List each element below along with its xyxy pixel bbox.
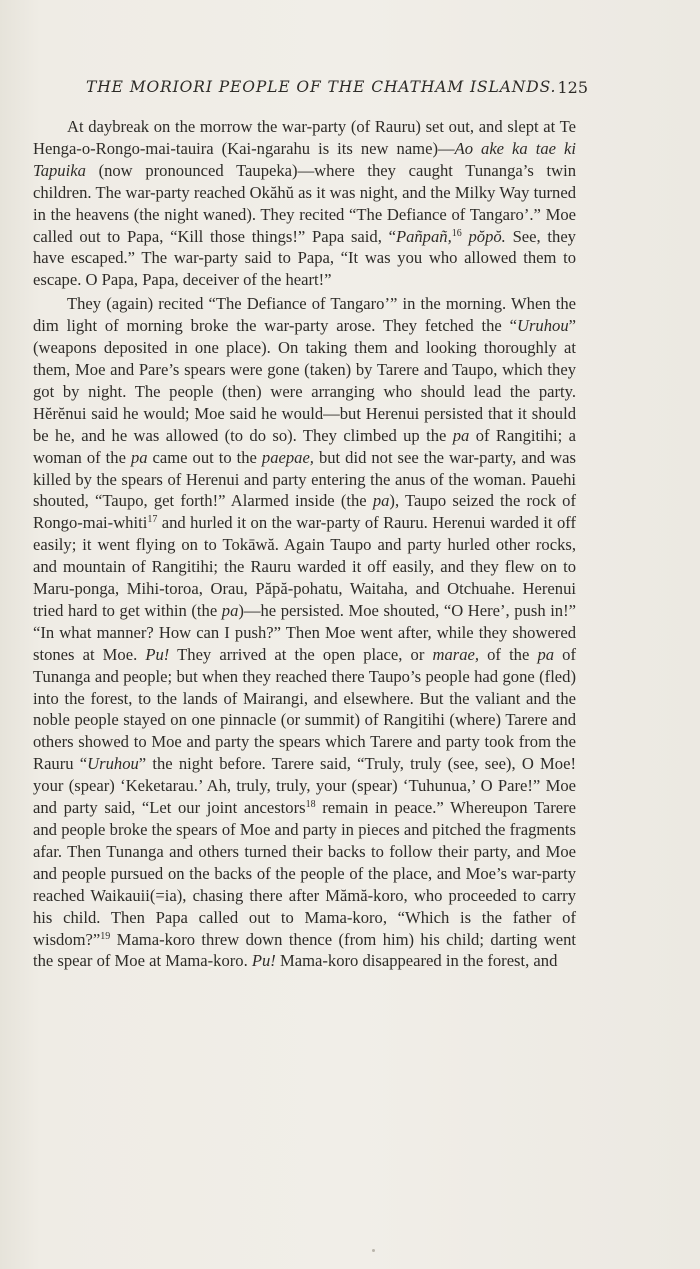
footnote-ref: 16 xyxy=(451,227,462,239)
paragraph-2 xyxy=(33,293,576,972)
italic-text: pa xyxy=(372,491,390,511)
italic-text: pŏpŏ. xyxy=(468,226,506,246)
paragraph-1 xyxy=(33,116,576,291)
page-header xyxy=(64,76,588,104)
text-run: )—he persisted. Moe shouted, “O Here’, push in!” “In what manner? How can I push?” Then Moe went after, while they showered stones at Moe. xyxy=(33,600,576,664)
text-run: They (again) recited “The Defiance of Tangaro’” in the morning. When the dim light of morning broke the war-party arose. They fetched the “ xyxy=(33,294,576,336)
italic-text: Pañpañ, xyxy=(395,226,452,246)
footnote-ref: 18 xyxy=(305,799,316,811)
italic-text: pa xyxy=(537,644,555,664)
italic-text: pa xyxy=(221,600,239,620)
text-run: ” the night before. Tarere said, “Truly, truly (see, see), O Moe! your (spear) ‘Keketarau.’ Ah, truly, truly, your (spear) ‘Tuhunua,’ O Pare!” Moe and party said, “Let our joint ancestors xyxy=(33,754,576,818)
text-run: ), Taupo seized the rock of Rongo-mai-whiti xyxy=(33,491,577,533)
text-run: but did not see the war-party, and was killed by the spears of Herenui and party entering the anus of the woman. Pauehi shouted, “Taupo, get forth!” Alarmed inside (the xyxy=(33,447,576,511)
body-text xyxy=(33,116,576,972)
footnote-ref: 17 xyxy=(147,514,158,526)
italic-text: Uruhou xyxy=(87,754,139,774)
italic-text: pa xyxy=(452,425,470,445)
text-run: Mama-koro disappeared in the forest, and xyxy=(275,951,558,971)
text-run: At daybreak on the morrow the war-party (of Rauru) set out, and slept at Te Henga-o-Rongo-mai-tauira (Kai-ngarahu is its new name)— xyxy=(33,117,576,158)
italic-text: Uruhou xyxy=(516,316,569,336)
italic-text: marae, xyxy=(432,644,480,664)
italic-text: Pu! xyxy=(251,951,276,971)
page-number: 125 xyxy=(557,78,588,97)
text-run: ” (weapons deposited in one place). On taking them and looking thoroughly at them, Moe and Pare’s spears were gone (taken) by Tarere and Taupo, which they got by night. The people (then) were arranging who should lead the party. Hĕrĕnui said he would; Moe said he would—but Herenui persisted that it should be he, and he was allowed (to do so). They climbed up the xyxy=(33,316,576,445)
text-run: of the xyxy=(479,644,538,664)
text-run: of Rangitihi; a woman of the xyxy=(33,425,576,467)
paper-speck xyxy=(372,1249,375,1252)
text-run: came out to the xyxy=(147,447,262,467)
text-run: remain in peace.” Whereupon Tarere and people broke the spears of Moe and party in pieces and pitched the fragments afar. Then Tunanga and others turned their backs to follow their party, and Moe and people pursued on the backs of the people of the place, and Moe’s war-party reached Waikauii(=ia), chasing there after Mămă-koro, who proceeded to carry his child. Then Papa called out to Mama-koro, “Which is the father of wisdom?” xyxy=(33,798,576,949)
text-run: See, they have escaped.” The war-party said to Papa, “It was you who allowed them to escape. O Papa, Papa, deceiver of the heart!” xyxy=(33,226,576,290)
italic-text: Pu! xyxy=(145,644,170,664)
italic-text: pa xyxy=(130,447,148,467)
running-title: THE MORIORI PEOPLE OF THE CHATHAM ISLANDS. xyxy=(86,78,557,96)
text-run: Mama-koro threw down thence (from him) his child; darting went the spear of Moe at Mama-koro. xyxy=(33,929,576,971)
text-run: and hurled it on the war-party of Rauru. Herenui warded it off easily; it went flying on to Tokāwă. Again Taupo and party hurled other rocks, and mountain of Rangitihi; the Rauru warded it off easily, and they flew on to Maru-ponga, Mihi-toroa, Orau, Păpă-pohatu, Waitaha, and Otchuahe. Herenui tried hard to get within (the xyxy=(33,513,576,620)
text-run: (now pronounced Taupeka)—where they caught Tunanga’s twin children. The war-party reached Okăhŭ as it was night, and the Milky Way turned in the heavens (the night waned). They recited “The Defiance of Tangaro’.” Moe called out to Papa, “Kill those things!” Papa said, “ xyxy=(33,160,576,246)
italic-text: paepae, xyxy=(261,447,314,467)
footnote-ref: 19 xyxy=(100,930,111,942)
text-run: of Tunanga and people; but when they reached there Taupo’s people had gone (fled) into the forest, to the lands of Mairangi, and elsewhere. But the valiant and the noble people stayed on one pinnacle (or summit) of Rangitihi (where) Tarere and others showed to Moe and party the spears which Tarere and party took from the Rauru “ xyxy=(33,644,576,774)
text-run: They arrived at the open place, or xyxy=(169,644,433,664)
italic-text: Ao ake ka tae ki Tapuika xyxy=(33,138,576,180)
